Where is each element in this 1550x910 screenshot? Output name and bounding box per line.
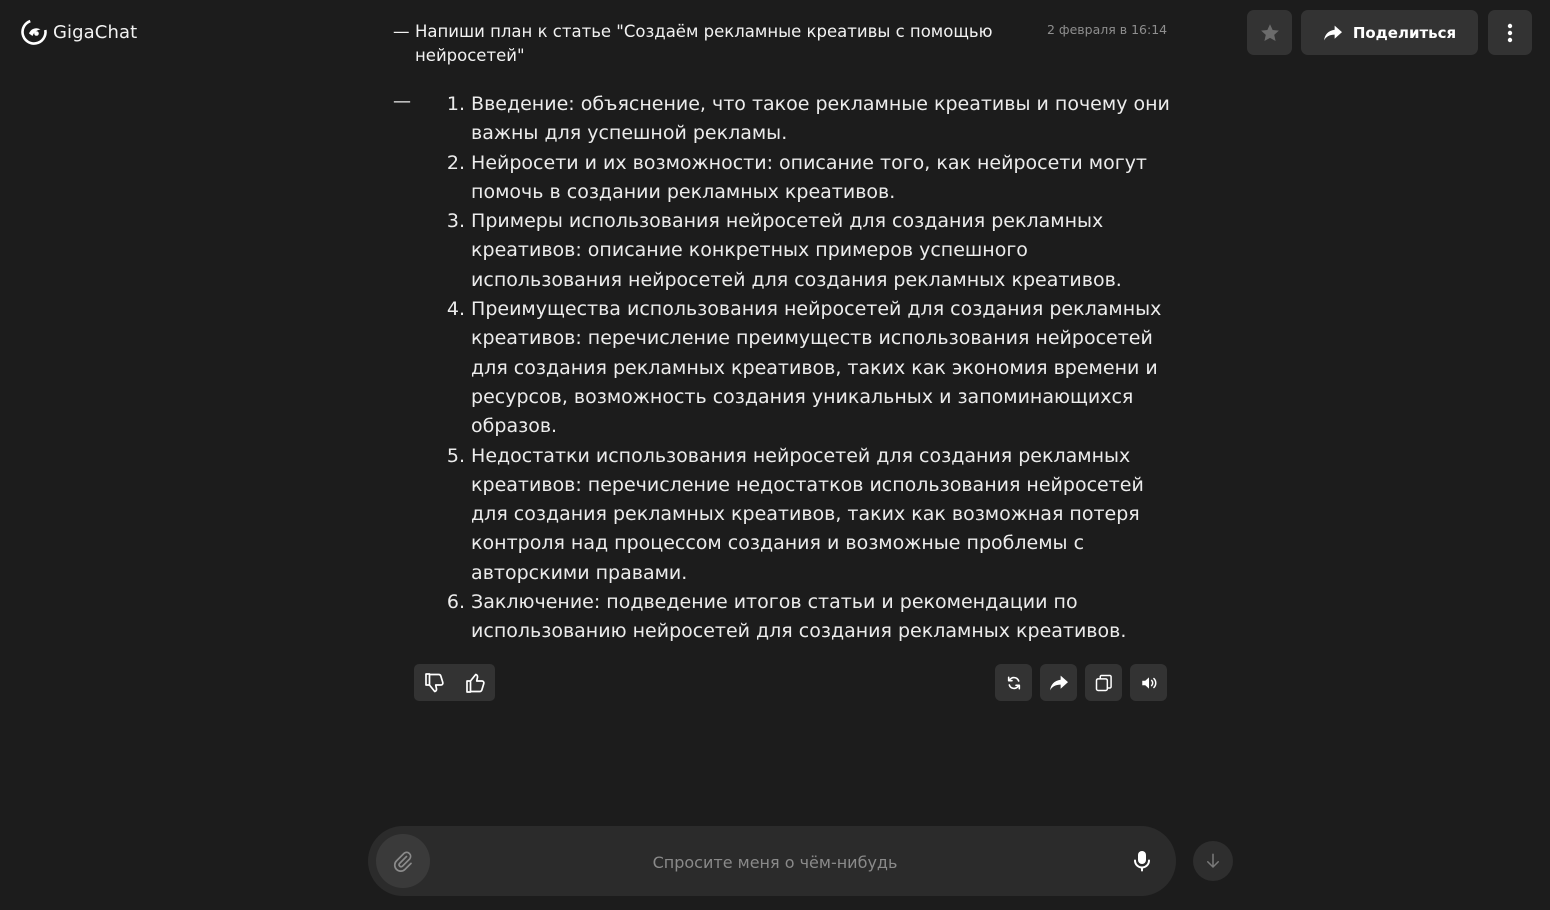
question-dash: —: [393, 22, 410, 41]
user-question: [393, 20, 1013, 68]
list-item-number: 6.: [446, 591, 465, 614]
question-text: Напиши план к статье "Создаём рекламные креативы с помощью нейросетей": [415, 22, 993, 65]
paperclip-icon: [391, 849, 415, 873]
arrow-down-icon: [1204, 852, 1222, 870]
chat-input-bar: [368, 826, 1176, 896]
speaker-icon: [1140, 674, 1158, 692]
share-button-label: Поделиться: [1352, 23, 1457, 42]
dislike-button[interactable]: [420, 669, 448, 697]
assistant-answer: [434, 90, 1174, 647]
list-item-number: 5.: [446, 444, 465, 467]
list-item-text: Заключение: подведение итогов статьи и рекомендации по использованию нейросетей для создания рекламных креативов.: [471, 591, 1127, 643]
list-item: [434, 207, 1174, 295]
list-item-number: 4.: [446, 298, 465, 321]
list-item: [434, 442, 1174, 588]
thumbs-down-icon: [422, 671, 446, 695]
more-vertical-icon: [1507, 23, 1513, 43]
share-answer-button[interactable]: [1040, 664, 1077, 701]
read-aloud-button[interactable]: [1130, 664, 1167, 701]
star-icon: [1259, 22, 1281, 44]
list-item-text: Преимущества использования нейросетей для создания рекламных креативов: перечисление преимуществ использования нейросетей для создания рекламных креативов, таких как экономия времени и ресурсов, возможность создания уникальных и запоминающихся образов.: [471, 298, 1162, 438]
list-item-number: 3.: [446, 210, 465, 233]
more-options-button[interactable]: [1488, 10, 1532, 55]
list-item: [434, 295, 1174, 441]
app-name: GigaChat: [53, 21, 138, 43]
list-item: [434, 149, 1174, 208]
gigachat-logo-icon: [20, 18, 48, 46]
answer-dash: —: [393, 91, 411, 112]
attach-button[interactable]: [376, 834, 430, 888]
favorite-button[interactable]: [1247, 10, 1292, 55]
chat-input[interactable]: [448, 841, 1102, 883]
share-arrow-icon: [1323, 24, 1343, 42]
feedback-group: [414, 664, 495, 701]
thumbs-up-icon: [463, 671, 487, 695]
list-item-text: Примеры использования нейросетей для создания рекламных креативов: описание конкретных примеров успешного использования нейросетей для создания рекламных креативов.: [471, 210, 1122, 291]
scroll-down-button[interactable]: [1193, 841, 1233, 881]
copy-icon: [1094, 673, 1114, 693]
list-item-text: Недостатки использования нейросетей для создания рекламных креативов: перечисление недостатков использования нейросетей для создания рекламных креативов, таких как возможная потеря контроля над процессом создания и возможные проблемы с авторскими правами.: [471, 444, 1144, 584]
microphone-button[interactable]: [1127, 846, 1157, 876]
list-item-number: 2.: [446, 151, 465, 174]
regenerate-button[interactable]: [995, 664, 1032, 701]
list-item: [434, 90, 1174, 149]
message-timestamp: 2 февраля в 16:14: [1047, 22, 1168, 37]
list-item-number: 1.: [446, 93, 465, 115]
list-item: [434, 588, 1174, 647]
share-button[interactable]: [1301, 10, 1478, 55]
regenerate-icon: [1006, 675, 1022, 691]
list-item-text: Введение: объяснение, что такое рекламные креативы и почему они важны для успешной рекламы.: [471, 93, 1170, 145]
copy-button[interactable]: [1085, 664, 1122, 701]
share-arrow-icon: [1049, 674, 1069, 692]
like-button[interactable]: [461, 669, 489, 697]
list-item-text: Нейросети и их возможности: описание того, как нейросети могут помочь в создании рекламных креативов.: [471, 151, 1148, 203]
app-logo[interactable]: [20, 18, 137, 46]
microphone-icon: [1133, 850, 1151, 872]
